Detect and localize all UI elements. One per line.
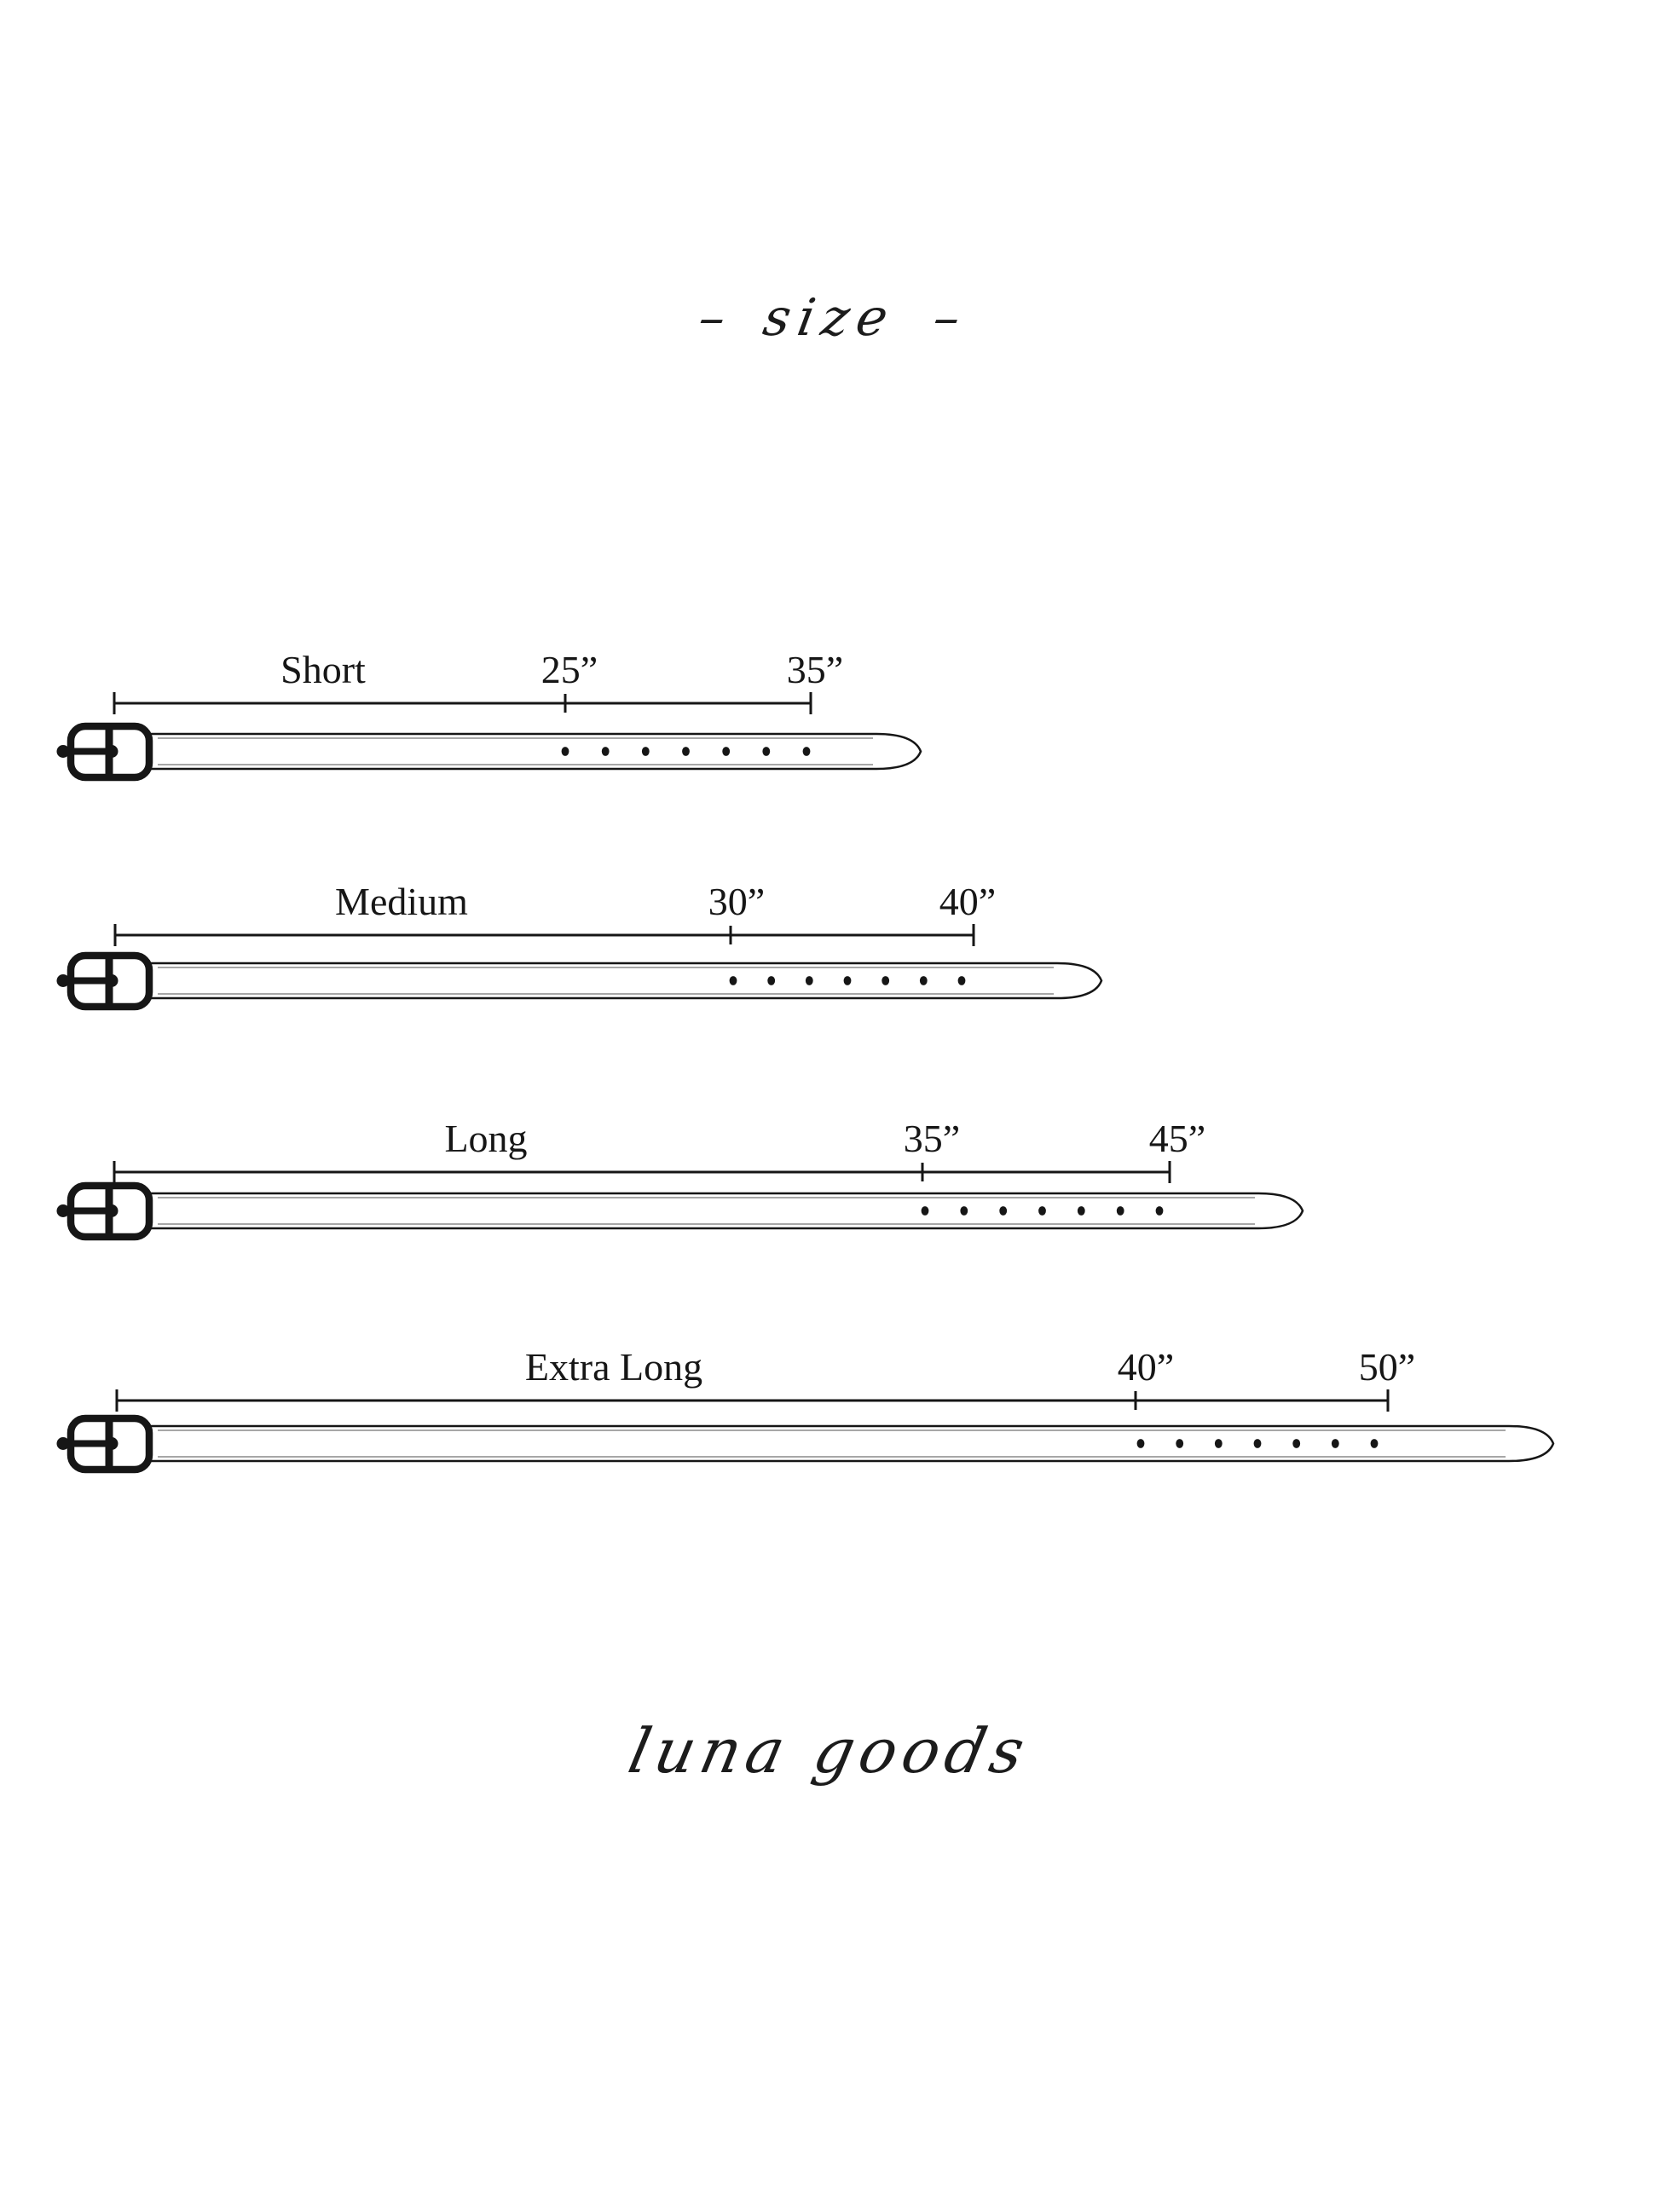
belt-hole — [1371, 1439, 1379, 1448]
belt-hole — [1332, 1439, 1339, 1448]
measure-line — [115, 924, 974, 946]
belt-hole — [806, 976, 813, 985]
belt-name-label: Short — [280, 648, 366, 691]
belt-name-label: Medium — [335, 880, 468, 923]
measure-line — [117, 1389, 1388, 1412]
belt-buckle — [57, 953, 150, 1009]
belt-hole — [960, 1206, 968, 1216]
belt-max-size-label: 50” — [1358, 1345, 1416, 1389]
belt-hole — [767, 976, 775, 985]
title-dash-right: – — [928, 288, 965, 348]
belt-min-size-label: 25” — [540, 648, 598, 691]
belt-row-long — [0, 1091, 1659, 1347]
belt-name-label: Long — [444, 1117, 528, 1160]
belt-strap — [102, 734, 921, 769]
belt-diagram — [0, 597, 1659, 852]
measure-line — [114, 692, 811, 714]
belt-min-size-label: 35” — [903, 1117, 961, 1160]
belt-hole — [958, 976, 966, 985]
title-dash-left: – — [694, 288, 731, 348]
belt-strap — [102, 963, 1101, 998]
belt-hole — [762, 747, 770, 756]
measure-line — [114, 1161, 1170, 1183]
belt-hole — [844, 976, 852, 985]
belt-hole — [722, 747, 730, 756]
belt-hole — [1292, 1439, 1300, 1448]
belt-row-short — [0, 597, 1659, 852]
belt-buckle — [57, 724, 150, 780]
brand-signature-text: luna goods — [622, 1715, 1037, 1787]
brand-signature — [0, 1715, 1659, 1787]
belt-hole — [730, 976, 737, 985]
belt-max-size-label: 35” — [786, 648, 844, 691]
belt-hole — [1117, 1206, 1124, 1216]
belt-hole — [1078, 1206, 1085, 1216]
belt-row-medium — [0, 852, 1659, 1108]
belt-hole — [920, 976, 928, 985]
belt-min-size-label: 40” — [1117, 1345, 1175, 1389]
belt-diagram — [0, 852, 1659, 1108]
belt-hole — [1038, 1206, 1046, 1216]
size-title — [0, 288, 1659, 348]
belt-hole — [1156, 1206, 1164, 1216]
belt-hole — [922, 1206, 929, 1216]
belt-buckle — [57, 1183, 150, 1239]
belt-hole — [682, 747, 690, 756]
belt-hole — [1215, 1439, 1223, 1448]
belt-max-size-label: 45” — [1148, 1117, 1206, 1160]
belt-hole — [1137, 1439, 1145, 1448]
belt-hole — [882, 976, 889, 985]
belt-hole — [642, 747, 650, 756]
belt-name-label: Extra Long — [524, 1345, 703, 1389]
belt-row-extra-long — [0, 1330, 1659, 1585]
belt-hole — [999, 1206, 1007, 1216]
belt-hole — [1254, 1439, 1262, 1448]
belt-diagram — [0, 1091, 1659, 1347]
belt-max-size-label: 40” — [939, 880, 997, 923]
belt-diagram — [0, 1330, 1659, 1585]
belt-hole — [562, 747, 569, 756]
belt-hole — [602, 747, 610, 756]
belt-hole — [803, 747, 811, 756]
belt-buckle — [57, 1416, 150, 1472]
belt-min-size-label: 30” — [708, 880, 766, 923]
belt-hole — [1176, 1439, 1183, 1448]
title-text: size — [759, 288, 900, 348]
